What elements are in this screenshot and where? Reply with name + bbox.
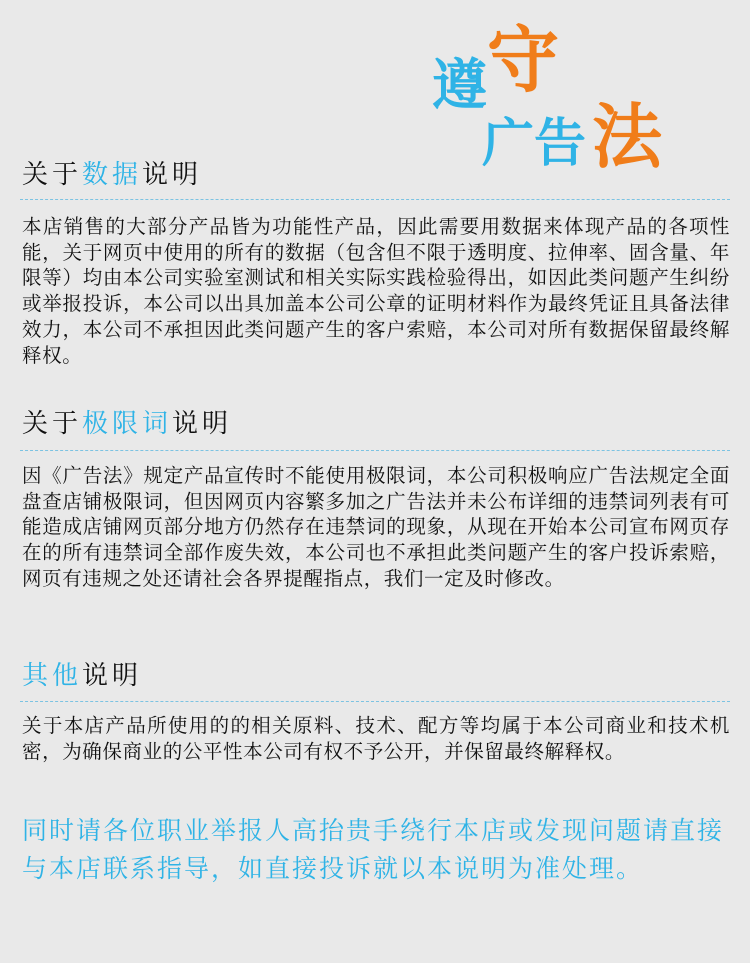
section-title-suffix: 说明	[142, 160, 203, 190]
section-title-prefix: 关于	[22, 160, 83, 190]
section-title-accent: 数据	[82, 160, 143, 190]
section-divider	[20, 701, 730, 702]
hero-char-shou: 守	[487, 18, 560, 102]
section-title-prefix: 关于	[22, 409, 83, 439]
section-title-accent: 极限词	[82, 409, 173, 439]
section-title-other	[22, 663, 142, 689]
section-title-suffix: 说明	[82, 661, 143, 691]
section-title-suffix: 说明	[172, 409, 233, 439]
footer-notice: 同时请各位职业举报人高抬贵手绕行本店或发现问题请直接与本店联系指导，如直接投诉就以本说明为准处理。	[22, 816, 725, 883]
section-title-limit-words	[22, 411, 232, 437]
hero-word-guanggao: 广告	[482, 114, 587, 174]
section-title-data	[22, 162, 202, 188]
hero-char-zun: 遵	[432, 53, 488, 117]
section-body-limit-words: 因《广告法》规定产品宣传时不能使用极限词，本公司积极响应广告法规定全面盘查店铺极限词，但因网页内容繁多加之广告法并未公布详细的违禁词列表有可能造成店铺网页部分地方仍然存在违禁词的现象，从现在开始本公司宣布网页存在的所有违禁词全部作废失效，本公司也不承担此类问题产生的客户投诉索赔，网页有违规之处还请社会各界提醒指点，我们一定及时修改。	[22, 464, 730, 590]
section-body-data: 本店销售的大部分产品皆为功能性产品，因此需要用数据来体现产品的各项性能，关于网页中使用的所有的数据（包含但不限于透明度、拉伸率、固含量、年限等）均由本公司实验室测试和相关实际实践检验得出，如因此类问题产生纠纷或举报投诉，本公司以出具加盖本公司公章的证明材料作为最终凭证且具备法律效力，本公司不承担因此类问题产生的客户索赔，本公司对所有数据保留最终解释权。	[22, 215, 730, 367]
section-body-other: 关于本店产品所使用的的相关原料、技术、配方等均属于本公司商业和技术机密，为确保商业的公平性本公司有权不予公开，并保留最终解释权。	[22, 714, 730, 763]
section-divider	[20, 199, 730, 200]
section-divider	[20, 450, 730, 451]
section-title-accent: 其他	[22, 661, 83, 691]
hero-char-fa: 法	[592, 96, 662, 178]
